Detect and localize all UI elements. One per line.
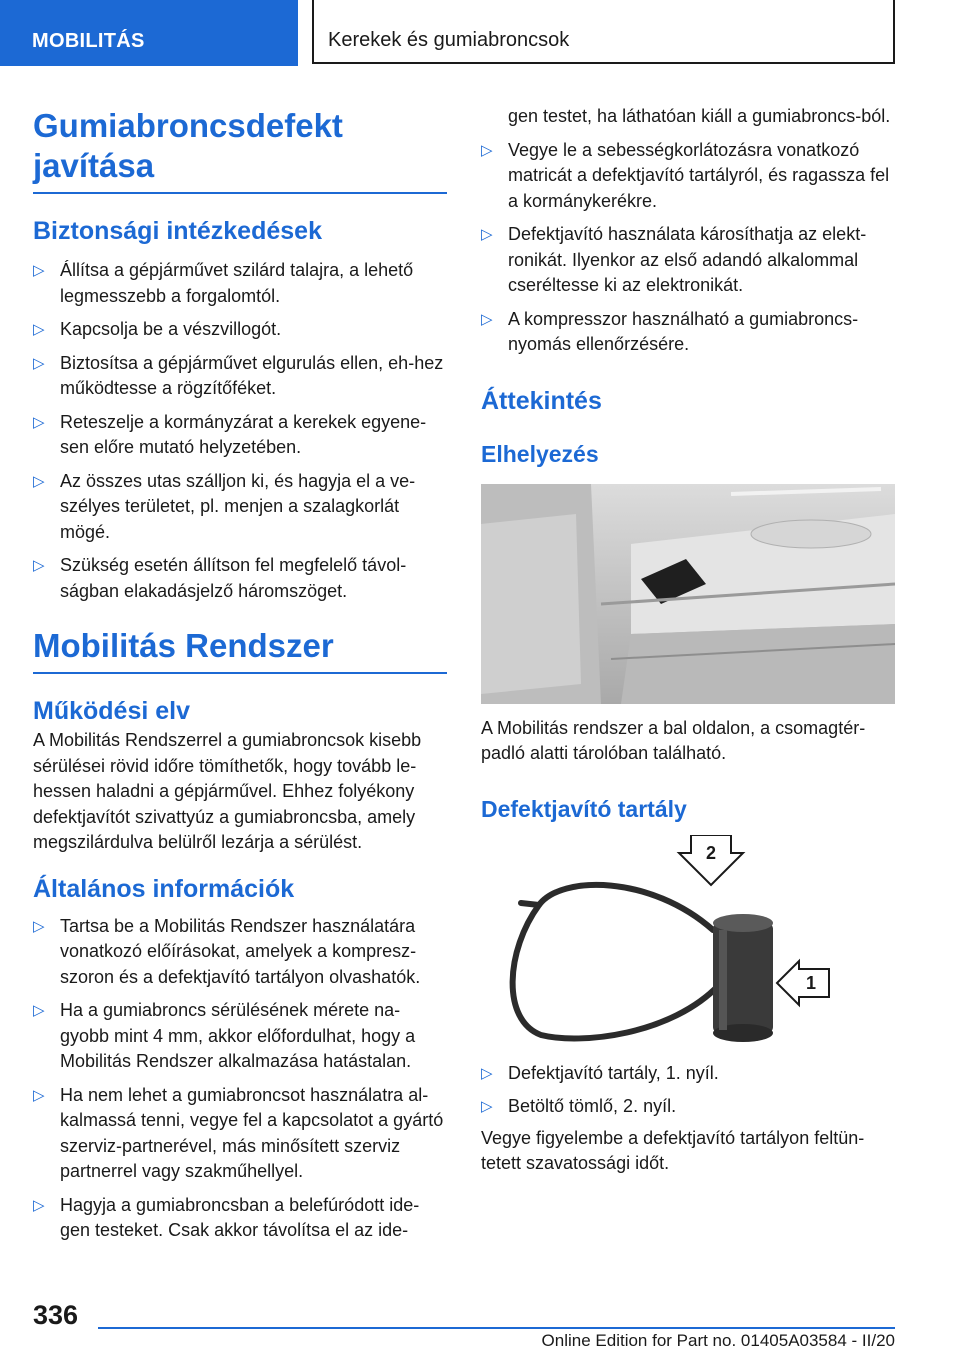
list-item: ▷ Szükség esetén állítson fel megfelelő távol-ságban elakadásjelző háromszöget.	[33, 555, 407, 601]
triangle-bullet-icon: ▷	[33, 262, 45, 279]
list-item: ▷ Defektjavító tartály, 1. nyíl.	[481, 1061, 895, 1087]
general-heading: Általános információk	[33, 874, 295, 903]
page-header	[0, 0, 960, 66]
sealant-container-diagram	[481, 835, 895, 1055]
principle-heading: Működési elv	[33, 697, 190, 725]
list-item: ▷ A kompresszor használható a gumiabroncs-nyomás ellenőrzésére.	[481, 308, 859, 354]
arrow-label-1: 1	[805, 972, 817, 993]
list-item: ▷ Betöltő tömlő, 2. nyíl.	[481, 1094, 895, 1120]
list-item: ▷ Az összes utas szálljon ki, és hagyja el a ve-szélyes területet, pl. menjen a szalagkorlát mögé.	[33, 470, 416, 542]
location-caption: A Mobilitás rendszer a bal oldalon, a csomagtér-padló alatti tárolóban található.	[481, 717, 866, 763]
list-item: ▷ Vegye le a sebességkorlátozásra vonatkozó matricát a defektjavító tartályról, és ragassza fel a kormánykerékre.	[481, 139, 890, 211]
list-item: ▷ Defektjavító használata károsíthatja az elekt-ronikát. Ilyenkor az első adandó alkalommal cseréltesse ki az elektronikát.	[481, 224, 867, 295]
container-note: Vegye figyelembe a defektjavító tartályon feltün-tetett szavatossági időt.	[481, 1127, 865, 1173]
list-item: gen testet, ha láthatóan kiáll a gumiabroncs-ból.	[508, 106, 891, 126]
triangle-bullet-icon: ▷	[481, 1064, 493, 1082]
right-column	[481, 104, 895, 1177]
left-column	[33, 96, 447, 1252]
container-illustration	[481, 835, 895, 1055]
triangle-bullet-icon: ▷	[33, 321, 45, 338]
triangle-bullet-icon: ▷	[481, 1098, 493, 1115]
list-item: ▷ Állítsa a gépjárművet szilárd talajra, a lehető legmesszebb a forgalomtól.	[33, 260, 414, 306]
trunk-photo-illustration	[481, 484, 895, 704]
list-item: ▷ Reteszelje a kormányzárat a kerekek egyene-sen előre mutató helyzetében.	[33, 411, 427, 457]
list-item: ▷ Ha a gumiabroncs sérülésének mérete na-gyobb mint 4 mm, akkor előfordulhat, hogy a Mobilitás Rendszer alkalmazása hatástalan.	[33, 1000, 416, 1071]
principle-text: A Mobilitás Rendszerrel a gumiabroncsok kisebb sérülései rövid időre tömíthetők, hogy tovább le-hessen haladni a gépjárművel. Ehhez folyékony defektjavítót szivattyúz a gumiabroncsba, amely megszilárdulva belülről lezárja a sérülést.	[33, 730, 422, 852]
edition-note: Online Edition for Part no. 01405A03584 - II/20	[541, 1331, 895, 1350]
safety-list	[33, 258, 447, 604]
container-list	[481, 1061, 895, 1120]
list-item: ▷ Hagyja a gumiabroncsban a belefúródott ide-gen testeket. Csak akkor távolítsa el az ide-	[33, 1194, 420, 1240]
triangle-bullet-icon: ▷	[33, 1196, 45, 1214]
triangle-bullet-icon: ▷	[481, 141, 493, 159]
triangle-bullet-icon: ▷	[33, 917, 45, 935]
footer-divider	[98, 1327, 895, 1329]
section-label: MOBILITÁS	[0, 0, 298, 66]
triangle-bullet-icon: ▷	[33, 1002, 45, 1019]
arrow-label-2: 2	[705, 842, 717, 863]
chapter-title: Kerekek és gumiabroncsok	[312, 0, 895, 64]
list-item: ▷ Tartsa be a Mobilitás Rendszer használatára vonatkozó előírásokat, amelyek a kompresz-szoron és a defektjavító tartályon olvashatók.	[33, 915, 421, 987]
triangle-bullet-icon: ▷	[33, 354, 45, 372]
triangle-bullet-icon: ▷	[481, 226, 493, 243]
list-item: ▷ Biztosítsa a gépjárművet elgurulás ellen, eh-hez működtesse a rögzítőféket.	[33, 352, 444, 398]
list-item: ▷ Ha nem lehet a gumiabroncsot használatra al-kalmassá tenni, vegye fel a kapcsolatot a gyártó szerviz-partnerével, más minősített szerviz partnerrel vagy szakműhellyel.	[33, 1084, 444, 1181]
page-title: Gumiabroncsdefekt javítása	[33, 96, 447, 194]
section-title-mobility: Mobilitás Rendszer	[33, 626, 447, 674]
container-heading: Defektjavító tartály	[481, 795, 687, 822]
trunk-storage-photo	[481, 484, 895, 704]
triangle-bullet-icon: ▷	[481, 310, 493, 328]
list-item: ▷ Kapcsolja be a vészvillogót.	[33, 317, 447, 343]
page-number: 336	[33, 1300, 79, 1330]
continued-list	[481, 104, 895, 358]
triangle-bullet-icon: ▷	[33, 1086, 45, 1104]
general-list	[33, 914, 447, 1244]
overview-title: Áttekintés	[481, 386, 602, 415]
triangle-bullet-icon: ▷	[33, 472, 45, 490]
triangle-bullet-icon: ▷	[33, 413, 45, 431]
location-heading: Elhelyezés	[481, 440, 599, 467]
safety-heading: Biztonsági intézkedések	[33, 217, 322, 245]
triangle-bullet-icon: ▷	[33, 557, 45, 574]
